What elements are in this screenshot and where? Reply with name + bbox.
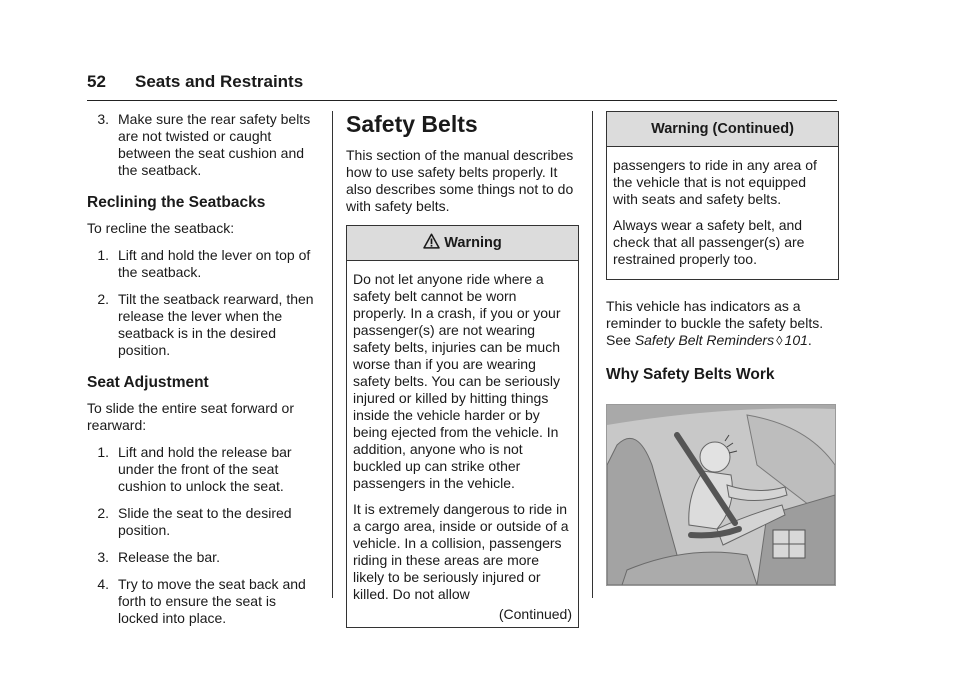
- warning-header: [347, 226, 578, 261]
- column-left: [87, 111, 320, 637]
- warning-paragraph-2: It is extremely dangerous to ride in a cargo area, inside or outside of a vehicle. In a collision, passengers riding in these areas are more likely to be seriously injured or killed. Do not allow: [353, 501, 569, 602]
- sentence-end: .: [807, 332, 812, 348]
- rear-belt-list: [87, 111, 320, 179]
- cross-reference-page[interactable]: 101: [784, 332, 808, 348]
- column-middle: [346, 111, 579, 628]
- column-divider-2: [592, 111, 593, 598]
- list-item: [87, 247, 320, 281]
- list-number: 2.: [97, 505, 109, 521]
- page-number: 52: [87, 72, 106, 91]
- list-text: Try to move the seat back and forth to ensure the seat is locked into place.: [118, 576, 306, 626]
- warning-title: Warning: [444, 235, 502, 251]
- heading-why-safety-belts-work: Why Safety Belts Work: [606, 366, 775, 383]
- list-number: 3.: [97, 111, 109, 127]
- page-header: [87, 72, 837, 101]
- warning-continued-paragraph-2: Always wear a safety belt, and check that all passenger(s) are restrained properly too.: [613, 217, 805, 267]
- warning-continued-body: [607, 147, 838, 279]
- list-number: 2.: [97, 291, 109, 307]
- crash-illustration: [606, 404, 836, 586]
- warning-continued-box: [606, 111, 839, 280]
- heading-seat-adjustment: Seat Adjustment: [87, 374, 209, 391]
- warning-continued-header: Warning (Continued): [607, 112, 838, 147]
- warning-body: [347, 261, 578, 627]
- list-text: Slide the seat to the desired position.: [118, 505, 292, 538]
- indicators-paragraph: [606, 298, 839, 349]
- column-right: [606, 111, 839, 586]
- cross-reference-link[interactable]: Safety Belt Reminders: [634, 332, 775, 348]
- list-text: Lift and hold the release bar under the front of the seat cushion to unlock the seat.: [118, 444, 292, 494]
- heading-reclining-seatbacks: Reclining the Seatbacks: [87, 194, 266, 211]
- adjust-intro: To slide the entire seat forward or rearward:: [87, 400, 294, 433]
- column-divider-1: [332, 111, 333, 598]
- list-item: [87, 549, 320, 566]
- warning-box: [346, 225, 579, 628]
- section-title: Seats and Restraints: [135, 72, 304, 91]
- list-number: 1.: [97, 444, 109, 460]
- list-item: [87, 505, 320, 539]
- list-number: 3.: [97, 549, 109, 565]
- crash-illustration-svg: [607, 405, 835, 585]
- heading-safety-belts: Safety Belts: [346, 111, 478, 137]
- see-label: See: [606, 332, 631, 348]
- list-text: Release the bar.: [118, 549, 220, 565]
- list-number: 4.: [97, 576, 109, 592]
- list-item: [87, 111, 320, 179]
- reclining-intro: To recline the seatback:: [87, 220, 235, 236]
- list-item: [87, 576, 320, 627]
- list-text: Lift and hold the lever on top of the seatback.: [118, 247, 311, 280]
- list-item: [87, 291, 320, 359]
- reclining-steps: [87, 247, 320, 359]
- list-number: 1.: [97, 247, 109, 263]
- warning-triangle-icon: [423, 233, 440, 250]
- list-item: [87, 444, 320, 495]
- page-reference-icon: ◊: [776, 333, 783, 348]
- list-text: Tilt the seatback rearward, then release the lever when the seatback is in the desired position.: [118, 291, 314, 358]
- list-text: Make sure the rear safety belts are not twisted or caught between the seat cushion and the seatback.: [118, 111, 311, 178]
- continued-label: (Continued): [498, 606, 572, 622]
- adjust-steps: [87, 444, 320, 627]
- warning-continued-paragraph-1: passengers to ride in any area of the vehicle that is not equipped with seats and safety belts.: [613, 157, 817, 207]
- indicators-text: This vehicle has indicators as a reminder to buckle the safety belts.: [606, 298, 824, 331]
- warning-paragraph-1: Do not let anyone ride where a safety belt cannot be worn properly. In a crash, if you or your passenger(s) are not wearing safety belts, injuries can be much worse than if you are wearing safety belts. You can be seriously injured or killed by hitting things inside the vehicle harder or by being ejected from the vehicle. In addition, anyone who is not buckled up can strike other passengers in the vehicle.: [353, 271, 561, 491]
- safety-belts-intro: This section of the manual describes how to use safety belts properly. It also describes some things not to do with safety belts.: [346, 147, 574, 214]
